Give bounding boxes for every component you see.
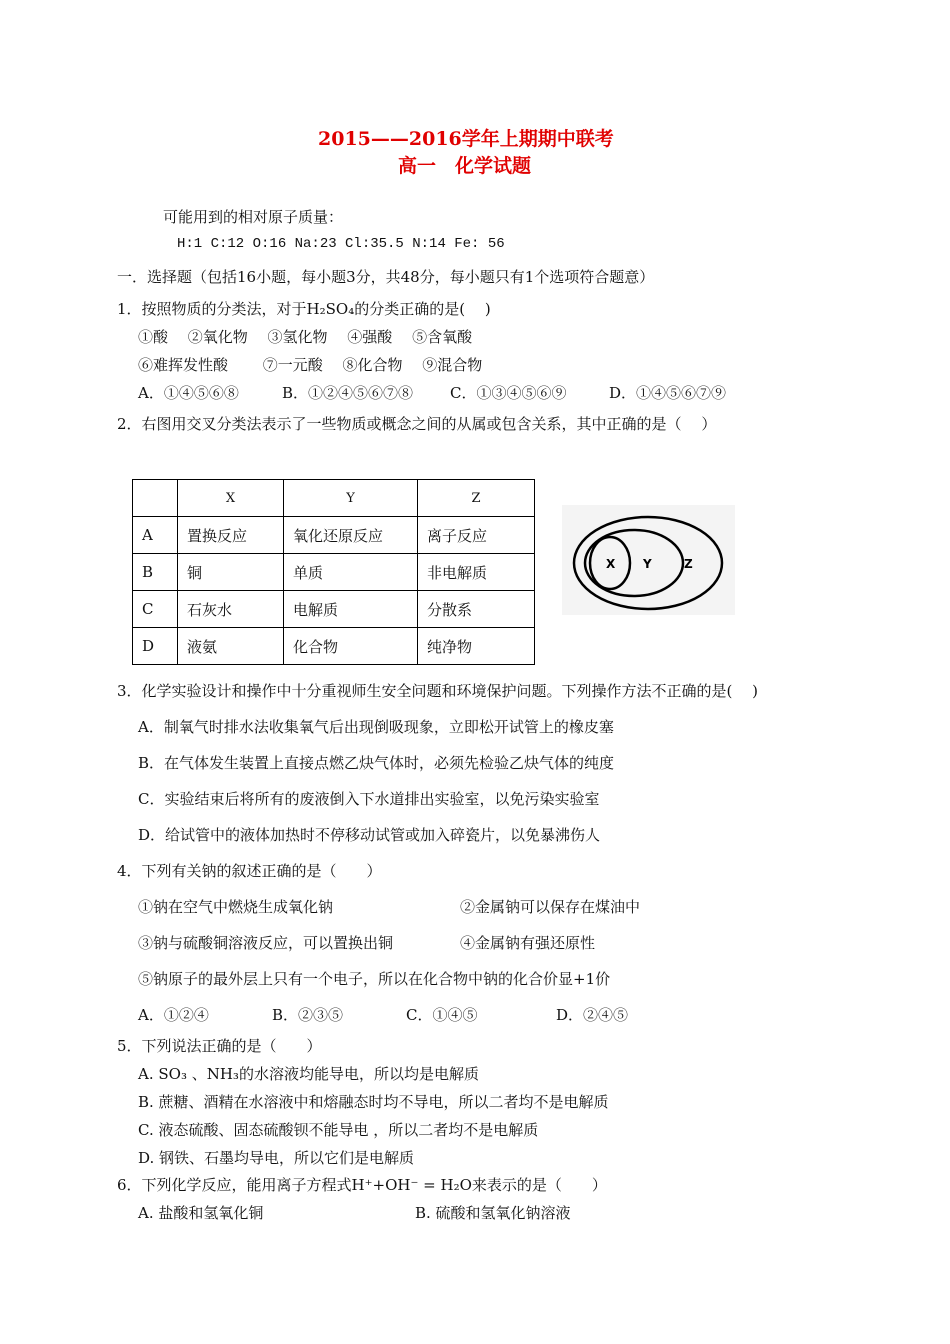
q2-table (132, 479, 535, 665)
table-cell: C (133, 591, 178, 628)
q3-option-c: C．实验结束后将所有的废液倒入下水道排出实验室，以免污染实验室 (138, 790, 600, 808)
q6-stem: 6．下列化学反应，能用离子方程式H⁺+OH⁻ = H₂O来表示的是（ ） (117, 1176, 607, 1194)
table-cell: 非电解质 (418, 554, 535, 591)
q4-statement-3: ③钠与硫酸铜溶液反应，可以置换出铜 (138, 934, 394, 952)
q4-option-a: A．①②④ (138, 1006, 209, 1024)
table-cell: 纯净物 (418, 628, 535, 665)
q3-option-a: A．制氧气时排水法收集氧气后出现倒吸现象，立即松开试管上的橡皮塞 (138, 718, 614, 736)
q5-option-b: B. 蔗糖、酒精在水溶液中和熔融态时均不导电，所以二者均不是电解质 (138, 1093, 609, 1111)
table-cell: A (133, 517, 178, 554)
table-cell: 电解质 (284, 591, 418, 628)
page-title: 2015——2016学年上期期中联考 (318, 128, 614, 150)
table-header-cell: Y (284, 480, 418, 517)
q1-option-c: C．①③④⑤⑥⑨ (450, 384, 567, 402)
table-row (133, 480, 535, 517)
venn-diagram-svg (562, 505, 735, 615)
venn-diagram (562, 505, 735, 615)
diagram-label-x: X (606, 557, 616, 571)
table-cell: 化合物 (284, 628, 418, 665)
q5-stem: 5．下列说法正确的是（ ） (117, 1037, 322, 1055)
q3-stem: 3．化学实验设计和操作中十分重视师生安全问题和环境保护问题。下列操作方法不正确的是( ) (117, 682, 759, 700)
table-header-cell: X (178, 480, 284, 517)
table-cell: B (133, 554, 178, 591)
q2-stem: 2．右图用交叉分类法表示了一些物质或概念之间的从属或包含关系，其中正确的是（ ） (117, 415, 717, 433)
q6-option-a: A. 盐酸和氢氧化铜 (138, 1204, 264, 1222)
q4-statement-1: ①钠在空气中燃烧生成氧化钠 (138, 898, 334, 916)
table-cell: 液氨 (178, 628, 284, 665)
table-cell: 铜 (178, 554, 284, 591)
table-row (133, 591, 535, 628)
page-subtitle: 高一 化学试题 (398, 155, 532, 177)
diagram-label-y: Y (643, 557, 652, 571)
table-cell: 离子反应 (418, 517, 535, 554)
q4-statement-2: ②金属钠可以保存在煤油中 (460, 898, 641, 916)
table-cell: D (133, 628, 178, 665)
q5-option-c: C. 液态硫酸、固态硫酸钡不能导电 ，所以二者均不是电解质 (138, 1121, 539, 1139)
table-cell: 氧化还原反应 (284, 517, 418, 554)
table-row (133, 628, 535, 665)
table-cell: 石灰水 (178, 591, 284, 628)
table-cell: 单质 (284, 554, 418, 591)
table-cell: 分散系 (418, 591, 535, 628)
q4-statement-4: ④金属钠有强还原性 (460, 934, 596, 952)
q1-items-row2: ⑥难挥发性酸 ⑦一元酸 ⑧化合物 ⑨混合物 (138, 356, 483, 374)
atomic-mass-values: H:1 C:12 O:16 Na:23 Cl:35.5 N:14 Fe: 56 (177, 236, 505, 252)
q1-option-b: B．①②④⑤⑥⑦⑧ (282, 384, 414, 402)
q4-option-d: D．②④⑤ (556, 1006, 629, 1024)
q5-option-d: D. 钢铁、石墨均导电，所以它们是电解质 (138, 1149, 415, 1167)
q6-option-b: B. 硫酸和氢氧化钠溶液 (415, 1204, 571, 1222)
q1-items-row1: ①酸 ②氧化物 ③氢化物 ④强酸 ⑤含氧酸 (138, 328, 473, 346)
q4-stem: 4．下列有关钠的叙述正确的是（ ） (117, 862, 382, 880)
atomic-mass-label: 可能用到的相对原子质量： (163, 208, 344, 226)
q4-option-b: B．②③⑤ (272, 1006, 344, 1024)
table-row (133, 517, 535, 554)
q1-option-d: D．①④⑤⑥⑦⑨ (609, 384, 727, 402)
table-row (133, 554, 535, 591)
table-header-cell: Z (418, 480, 535, 517)
q3-option-d: D．给试管中的液体加热时不停移动试管或加入碎瓷片，以免暴沸伤人 (138, 826, 601, 844)
q4-statement-5: ⑤钠原子的最外层上只有一个电子，所以在化合物中钠的化合价显+1价 (138, 970, 611, 988)
table-cell: 置换反应 (178, 517, 284, 554)
q4-option-c: C．①④⑤ (406, 1006, 478, 1024)
q3-option-b: B．在气体发生装置上直接点燃乙炔气体时，必须先检验乙炔气体的纯度 (138, 754, 615, 772)
section-heading: 一．选择题（包括16小题，每小题3分，共48分，每小题只有1个选项符合题意） (117, 268, 655, 286)
q5-option-a: A. SO₃ 、NH₃的水溶液均能导电，所以均是电解质 (138, 1065, 479, 1083)
table-header-cell (133, 480, 178, 517)
q1-stem: 1．按照物质的分类法，对于H₂SO₄的分类正确的是( ) (117, 300, 491, 318)
diagram-label-z: Z (684, 557, 693, 571)
q1-option-a: A．①④⑤⑥⑧ (138, 384, 239, 402)
